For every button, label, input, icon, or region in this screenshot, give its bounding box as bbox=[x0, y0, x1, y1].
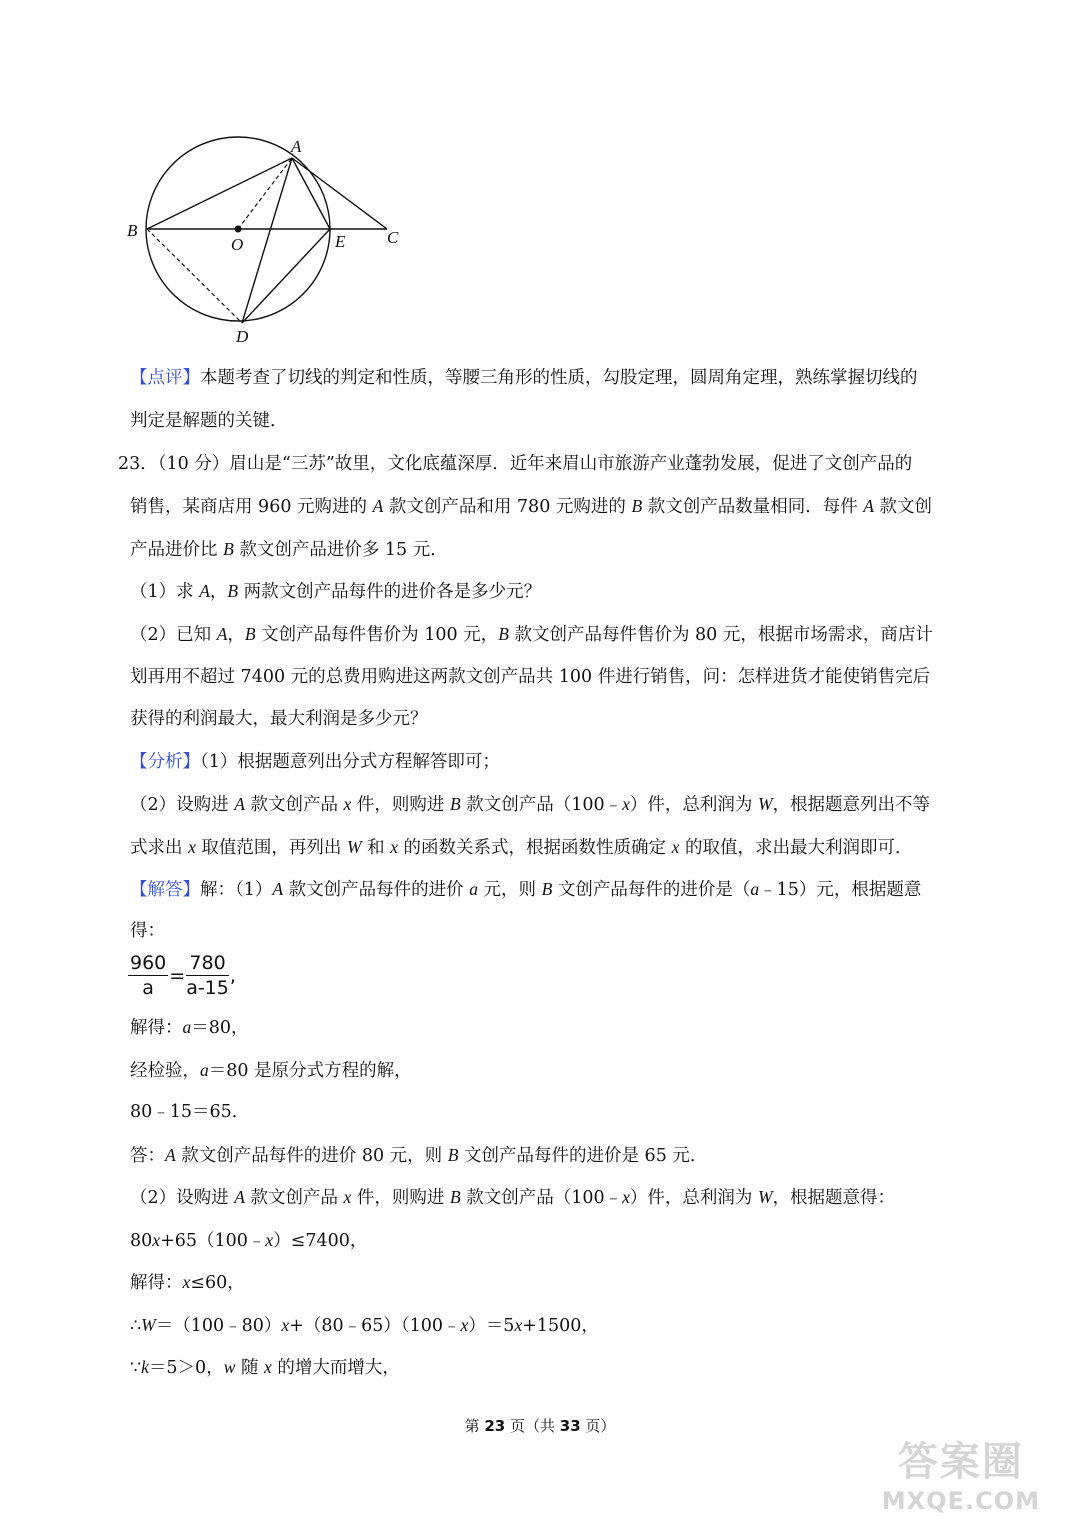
solution-result-1: 解得：a＝80， bbox=[130, 1017, 249, 1038]
solution-result-3: 80﹣15＝65． bbox=[130, 1102, 250, 1122]
segment-bd-dashed bbox=[147, 229, 242, 323]
question-line-3: 产品进价比 B 款文创产品进价多 15 元． bbox=[130, 539, 448, 560]
question-score: （10 分） bbox=[157, 454, 230, 474]
analysis-line-1: 【分析】（1）根据题意列出分式方程解答即可； bbox=[130, 752, 500, 772]
label-c: C bbox=[387, 228, 399, 247]
review-line-1: 【点评】本题考查了切线的判定和性质，等腰三角形的性质，勾股定理，圆周角定理，熟练掌握切线的 bbox=[130, 368, 918, 388]
solution-line-2: 得： bbox=[130, 921, 165, 941]
label-o: O bbox=[231, 235, 244, 254]
solution-monotonic: ∵k＝5＞0，w 随 x 的增大而增大， bbox=[130, 1357, 400, 1378]
analysis-line-2: （2）设购进 A 款文创产品 x 件，则购进 B 款文创产品（100﹣x）件，总利润为 W，根据题意列出不等 bbox=[130, 794, 931, 815]
question-number: 23． bbox=[118, 454, 158, 474]
segment-ae bbox=[292, 158, 330, 229]
segment-ac bbox=[292, 158, 387, 229]
solution-line-1: 【解答】解：（1）A 款文创产品每件的进价 a 元，则 B 文创产品每件的进价是（a﹣15）元，根据题意 bbox=[130, 879, 922, 900]
segment-oa-dashed bbox=[238, 158, 292, 229]
question-part-1: （1）求 A，B 两款文创产品每件的进价各是多少元？ bbox=[130, 581, 542, 602]
page-total: 33 bbox=[559, 1417, 581, 1435]
solution-answer-1: 答：A 款文创产品每件的进价 80 元，则 B 文创产品每件的进价是 65 元． bbox=[130, 1145, 708, 1166]
question-part-2-line-1: （2）已知 A，B 文创产品每件售价为 100 元，B 款文创产品每件售价为 80 元，根据市场需求，商店计 bbox=[130, 624, 933, 645]
question-part-2-line-2: 划再用不超过 7400 元的总费用购进这两款文创产品共 100 件进行销售，问：怎样进货才能使销售完后 bbox=[130, 667, 931, 687]
label-d: D bbox=[236, 327, 249, 346]
solution-profit-function: ∴W＝（100﹣80）x+（80﹣65）（100﹣x）＝5x+1500， bbox=[130, 1315, 599, 1336]
analysis-tag: 【分析】 bbox=[130, 752, 200, 772]
page-number: 23 bbox=[484, 1417, 506, 1435]
label-b: B bbox=[127, 221, 138, 240]
label-a: A bbox=[291, 137, 302, 156]
solution-inequality: 80x+65（100﹣x）≤7400， bbox=[130, 1230, 368, 1251]
segment-ad bbox=[242, 158, 292, 323]
question-line-1: 23．（10 分）眉山是“三苏”故里，文化底蕴深厚．近年来眉山市旅游产业蓬勃发展，促进了文创产品的 bbox=[118, 454, 913, 474]
solution-result-2: 经检验，a＝80 是原分式方程的解， bbox=[130, 1060, 412, 1081]
geometry-figure bbox=[118, 130, 418, 355]
watermark-logo: 答案圈 MXQE.COM bbox=[881, 1439, 1040, 1515]
solution-inequality-result: 解得：x≤60， bbox=[130, 1272, 245, 1293]
label-e: E bbox=[335, 232, 346, 251]
page-footer: 第 23 页（共 33 页） bbox=[464, 1417, 616, 1435]
review-tag: 【点评】 bbox=[130, 368, 200, 388]
question-part-2-line-3: 获得的利润最大，最大利润是多少元？ bbox=[130, 709, 428, 729]
fraction-right: $\frac{780}{a-15}$ bbox=[186, 952, 229, 999]
solution-tag: 【解答】 bbox=[130, 880, 200, 900]
fraction-left: $\frac{960}{a}$ bbox=[130, 952, 167, 999]
fraction-equation: $\frac{960}{a}$ = $\frac{780}{a-15}$ , bbox=[130, 952, 236, 999]
question-line-2: 销售，某商店用 960 元购进的 A 款文创产品和用 780 元购进的 B 款文创产品数量相同．每件 A 款文创 bbox=[130, 496, 933, 517]
center-point-o bbox=[235, 226, 242, 233]
review-line-2: 判定是解题的关键． bbox=[130, 411, 288, 431]
analysis-line-3: 式求出 x 取值范围，再列出 W 和 x 的函数关系式，根据函数性质确定 x 的取值，求出最大利润即可． bbox=[130, 837, 913, 858]
solution-part-2-line-1: （2）设购进 A 款文创产品 x 件，则购进 B 款文创产品（100﹣x）件，总利润为 W，根据题意得： bbox=[130, 1187, 896, 1208]
